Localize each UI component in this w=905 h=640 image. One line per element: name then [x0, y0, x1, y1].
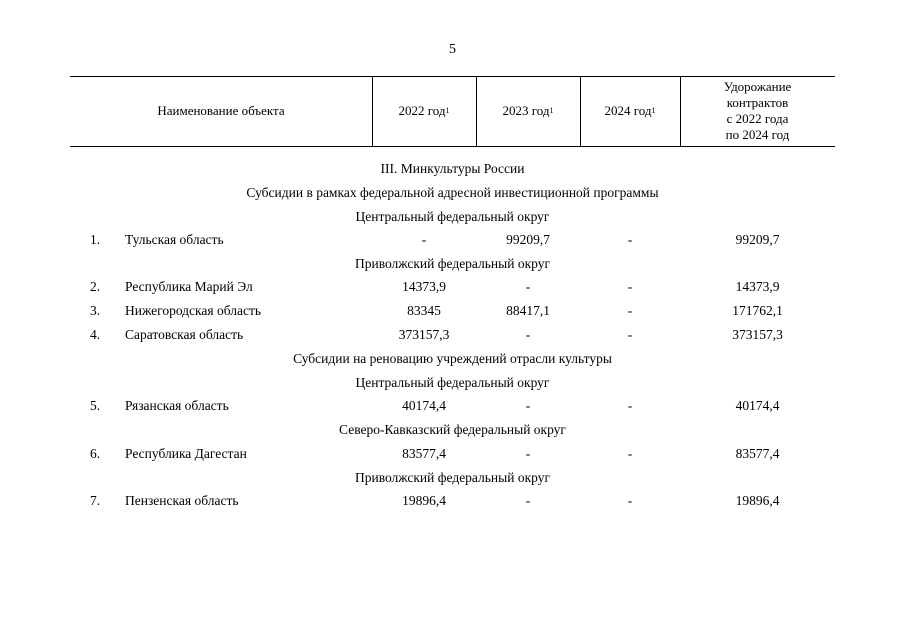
header-cost-increase-line: по 2024 год — [725, 127, 790, 142]
row-number: 2. — [90, 279, 101, 294]
table-row — [0, 325, 905, 345]
district-heading: Северо-Кавказский федеральный округ — [339, 422, 566, 437]
header-2022: 2022 год 1 — [398, 103, 450, 118]
section-ministry: III. Минкультуры России — [380, 161, 525, 176]
row-value-2022: 19896,4 — [402, 493, 446, 508]
row-value-increase: 171762,1 — [732, 303, 783, 318]
row-value-increase: 19896,4 — [735, 493, 780, 508]
row-number: 7. — [90, 493, 101, 508]
row-value-2023: - — [525, 327, 531, 342]
header-object-name — [70, 76, 372, 146]
table-row — [0, 230, 905, 250]
row-region: Рязанская область — [125, 398, 229, 413]
row-value-2024: - — [627, 493, 633, 508]
row-value-2023: - — [525, 493, 531, 508]
row-value-increase: 373157,3 — [732, 327, 783, 342]
row-region: Пензенская область — [125, 493, 239, 508]
row-number: 4. — [90, 327, 101, 342]
row-value-increase: 14373,9 — [735, 279, 780, 294]
table-row — [0, 491, 905, 511]
header-2023: 2023 год 1 — [502, 103, 554, 118]
row-value-2022: 83345 — [407, 303, 441, 318]
row-value-2024: - — [627, 398, 633, 413]
row-region: Тульская область — [125, 232, 224, 247]
row-value-2024: - — [627, 279, 633, 294]
row-value-2023: - — [525, 398, 531, 413]
row-number: 6. — [90, 446, 101, 461]
row-value-2024: - — [627, 446, 633, 461]
row-value-2022: 83577,4 — [402, 446, 446, 461]
row-region: Нижегородская область — [125, 303, 262, 318]
page-number: 5 — [449, 42, 456, 57]
section-subsidy-renovation: Субсидии на реновацию учреждений отрасли культуры — [293, 351, 612, 366]
row-value-2023: - — [525, 446, 531, 461]
row-value-2024: - — [627, 303, 633, 318]
district-heading: Центральный федеральный округ — [355, 209, 550, 224]
header-2022-label: 2022 год — [398, 103, 446, 118]
header-object-name-label: Наименование объекта — [157, 103, 285, 118]
table-row — [0, 301, 905, 321]
row-number: 3. — [90, 303, 101, 318]
row-region: Республика Дагестан — [125, 446, 247, 461]
table-row — [0, 396, 905, 416]
row-value-2023: 99209,7 — [506, 232, 550, 247]
header-cost-increase-line: с 2022 года — [726, 111, 789, 126]
row-value-2022: 14373,9 — [402, 279, 446, 294]
table-row — [0, 277, 905, 297]
district-heading: Приволжский федеральный округ — [354, 470, 550, 485]
header-cost-increase — [680, 76, 835, 146]
row-value-increase: 99209,7 — [735, 232, 780, 247]
header-2023-label: 2023 год — [502, 103, 550, 118]
row-value-2022: - — [421, 232, 427, 247]
row-value-2023: - — [525, 279, 531, 294]
row-region: Саратовская область — [125, 327, 244, 342]
row-value-increase: 83577,4 — [735, 446, 780, 461]
table-header-bottom-border — [70, 146, 835, 147]
row-region: Республика Марий Эл — [125, 279, 253, 294]
header-cost-increase-line: контрактов — [726, 95, 789, 110]
header-cost-increase-line: Удорожание — [723, 79, 792, 94]
row-number: 5. — [90, 398, 101, 413]
row-value-2022: 40174,4 — [402, 398, 446, 413]
table-row — [0, 444, 905, 464]
row-value-2023: 88417,1 — [506, 303, 550, 318]
district-heading: Приволжский федеральный округ — [354, 256, 550, 271]
row-value-2024: - — [627, 232, 633, 247]
district-heading: Центральный федеральный округ — [355, 375, 550, 390]
row-value-2022: 373157,3 — [398, 327, 450, 342]
row-number: 1. — [90, 232, 101, 247]
header-2024: 2024 год 1 — [604, 103, 656, 118]
row-value-2024: - — [627, 327, 633, 342]
section-subsidy-fiap: Субсидии в рамках федеральной адресной инвестиционной программы — [246, 185, 659, 200]
header-2024-label: 2024 год — [604, 103, 652, 118]
row-value-increase: 40174,4 — [735, 398, 780, 413]
